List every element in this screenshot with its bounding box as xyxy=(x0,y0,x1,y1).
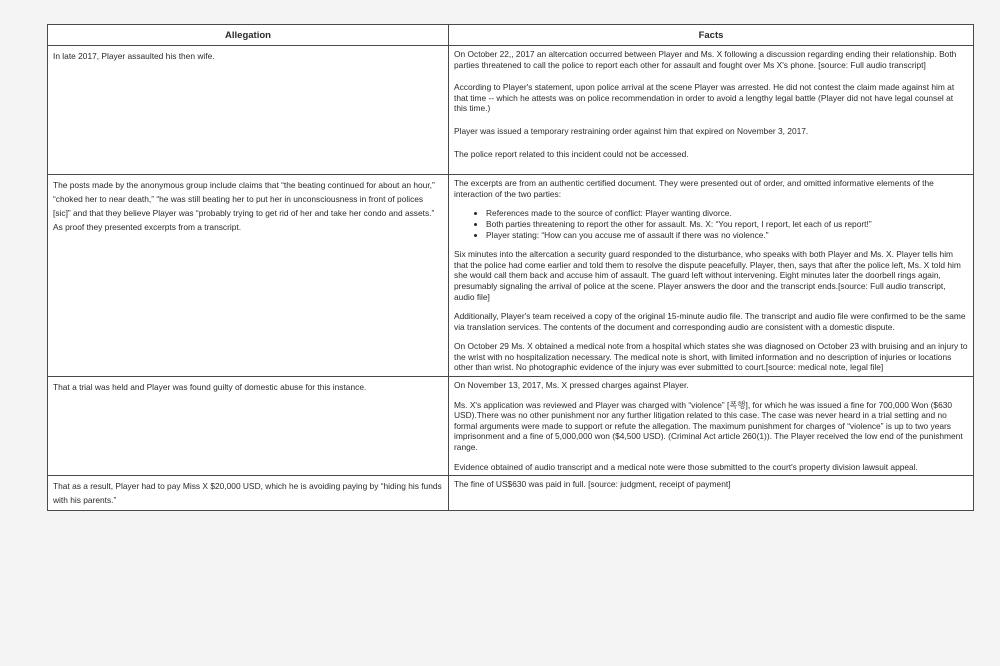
facts-paragraph: Six minutes into the altercation a security guard responded to the disturbance, who speaks with both Player and Ms. X. Player tells him that the police had come earlier and told them to resolve the dispute peacefully. Player, then, says that after the police left, Ms. X told him she would call them back and accuse him of assault. The guard left without intervening. Eight minutes later the doorbell rings again, presumably signaling the arrival of police at the scene. Player answers the door and the transcript ends.[source: Full audio transcript, audio file] xyxy=(454,249,961,302)
facts-paragraph: The excerpts are from an authentic certified document. They were presented out of order, and omitted informative elements of the interaction of the two parties: xyxy=(454,178,934,199)
facts-paragraph: According to Player's statement, upon police arrival at the scene Player was arrested. He did not contest the claim made against him at that time -- which he attests was on police recommendation in order to avoid a lengthy legal battle (Player did not have legal counsel at this time.) xyxy=(454,82,955,114)
allegation-facts-table xyxy=(47,24,974,511)
allegation-cell: That a trial was held and Player was found guilty of domestic abuse for this instance. xyxy=(48,377,449,476)
table-row xyxy=(48,46,974,175)
facts-paragraph: The fine of US$630 was paid in full. [source: judgment, receipt of payment] xyxy=(454,479,731,490)
facts-paragraph: On October 22,, 2017 an altercation occurred between Player and Ms. X following a discussion regarding ending their relationship. Both parties threatened to call the police to report each other for assault and fought over Ms X's phone. [source: Full audio transcript] xyxy=(454,49,957,70)
allegation-cell: The posts made by the anonymous group include claims that “the beating continued for about an hour,” “choked her to near death,” “he was still beating her to put her in unconsciousness in front of polices [sic]” and that they believe Player was “probably trying to get rid of her and take her condo and assets.” As proof they presented excerpts from a transcript. xyxy=(48,175,449,377)
facts-cell xyxy=(449,377,974,476)
facts-bullet-list xyxy=(454,208,968,240)
allegation-column-header: Allegation xyxy=(48,25,449,46)
table-row xyxy=(48,476,974,511)
allegation-cell: In late 2017, Player assaulted his then wife. xyxy=(48,46,449,175)
allegation-cell: That as a result, Player had to pay Miss X $20,000 USD, which he is avoiding paying by “hiding his funds with his parents.” xyxy=(48,476,449,511)
table-header-row xyxy=(48,25,974,46)
facts-paragraph: Additionally, Player's team received a copy of the original 15-minute audio file. The transcript and audio file were confirmed to be the same via translation services. The contents of the document and corresponding audio are consistent with a domestic dispute. xyxy=(454,311,966,332)
facts-column-header: Facts xyxy=(449,25,974,46)
table-row xyxy=(48,377,974,476)
facts-paragraph: On November 13, 2017, Ms. X pressed charges against Player. xyxy=(454,380,689,391)
facts-cell xyxy=(449,476,974,511)
list-item: • References made to the source of conflict: Player wanting divorce. xyxy=(486,208,968,219)
facts-paragraph: Player was issued a temporary restraining order against him that expired on November 3, 2017. xyxy=(454,125,809,136)
list-item: • Both parties threatening to report the other for assault. Ms. X: “You report, I report, let each of us report!” xyxy=(486,219,968,230)
list-item: • Player stating: “How can you accuse me of assault if there was no violence.” xyxy=(486,230,968,241)
facts-paragraph: Ms. X's application was reviewed and Player was charged with “violence” [폭행], for which he was issued a fine for 700,000 Won ($630 USD).There was no other punishment nor any further litigation related to this case. The case was never heard in a trial setting and no formal arguments were made to support or refute the allegation. The maximum punishment for charges of “violence” is up to two years imprisonment and a fine of 5,000,000 won ($4,500 USD). (Criminal Act article 260(1)). The Player received the low end of the punishment range. xyxy=(454,399,963,453)
facts-paragraph: On October 29 Ms. X obtained a medical note from a hospital which states she was diagnosed on October 23 with bruising and an injury to the wrist with no hospitalization necessary. The medical note is short, with limited information and no description of injuries or locations other than wrist. No photographic evidence of the injury was ever submitted to court.[source: medical note, legal file] xyxy=(454,341,968,373)
facts-paragraph: Evidence obtained of audio transcript and a medical note were those submitted to the court's property division lawsuit appeal. xyxy=(454,461,918,472)
table-row xyxy=(48,175,974,377)
facts-cell xyxy=(449,46,974,175)
facts-cell xyxy=(449,175,974,377)
facts-paragraph: The police report related to this incident could not be accessed. xyxy=(454,148,689,159)
